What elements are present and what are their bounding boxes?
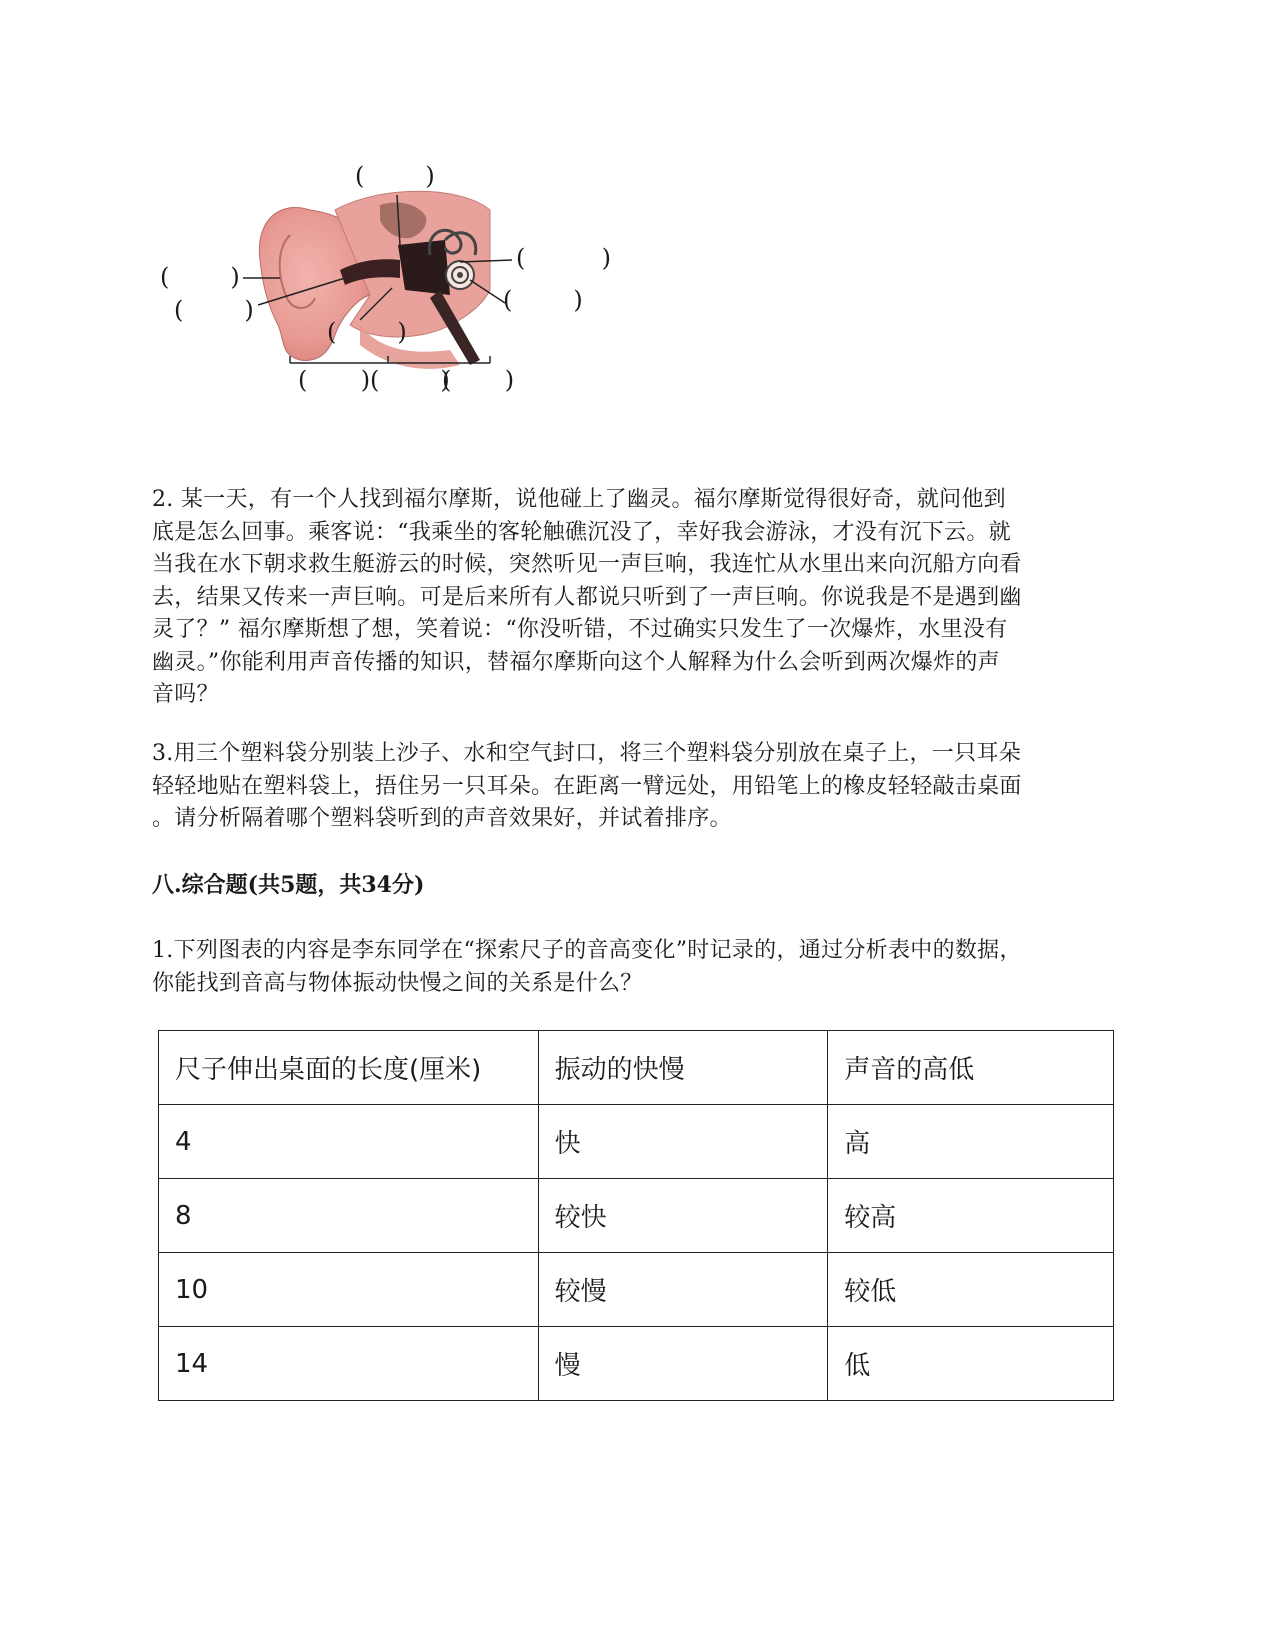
question-2-line: 2. 某一天，有一个人找到福尔摩斯，说他碰上了幽灵。福尔摩斯觉得很好奇，就问他到 xyxy=(152,487,1006,512)
question-2-line: 灵了？” 福尔摩斯想了想，笑着说：“你没听错，不过确实只发生了一次爆炸，水里没有 xyxy=(152,617,1008,642)
blank-top: ( ) xyxy=(355,162,435,190)
ear-diagram xyxy=(160,160,660,420)
blank-bottom-1: ( ) xyxy=(298,366,371,394)
blank-bottom-2: ( ) xyxy=(370,366,450,394)
question-2 xyxy=(152,484,1127,712)
question-2-line: 音吗？ xyxy=(152,682,219,707)
header-pitch: 声音的高低 xyxy=(828,1031,1114,1105)
cell-pitch: 高 xyxy=(828,1105,1114,1179)
table-row xyxy=(159,1179,1114,1253)
header-length: 尺子伸出桌面的长度(厘米) xyxy=(159,1031,539,1105)
question-2-line: 幽灵。”你能利用声音传播的知识，替福尔摩斯向这个人解释为什么会听到两次爆炸的声 xyxy=(152,649,1000,675)
blank-right-1: ( ) xyxy=(516,244,612,272)
ruler-pitch-table xyxy=(158,1030,1114,1401)
header-vibration: 振动的快慢 xyxy=(538,1031,828,1105)
question-2-line: 底是怎么回事。乘客说：“我乘坐的客轮触礁沉没了，幸好我会游泳，才没有沉下云。就 xyxy=(152,519,1011,545)
question-2-line: 当我在水下朝求救生艇游云的时候，突然听见一声巨响，我连忙从水里出来向沉船方向看 xyxy=(152,552,1022,577)
cell-pitch: 较低 xyxy=(828,1253,1114,1327)
cell-length: 14 xyxy=(159,1327,539,1401)
question-2-line: 去，结果又传来一声巨响。可是后来所有人都说只听到了一声巨响。你说我是不是遇到幽 xyxy=(152,584,1022,610)
cell-pitch: 低 xyxy=(828,1327,1114,1401)
question-3-line: 。请分析隔着哪个塑料袋听到的声音效果好，并试着排序。 xyxy=(152,806,732,831)
table-header-row xyxy=(159,1031,1114,1105)
cell-length: 8 xyxy=(159,1179,539,1253)
blank-bottom-3: ( ) xyxy=(442,366,515,394)
section-8-title: 八.综合题(共5题，共34分) xyxy=(152,872,425,898)
blank-middle: ( ) xyxy=(327,318,407,346)
question-3 xyxy=(152,738,1127,836)
cell-vibration: 快 xyxy=(538,1105,828,1179)
cell-length: 4 xyxy=(159,1105,539,1179)
table-row xyxy=(159,1105,1114,1179)
blank-right-2: ( ) xyxy=(503,286,583,314)
cell-length: 10 xyxy=(159,1253,539,1327)
question-8-1-line: 1.下列图表的内容是李东同学在“探索尺子的音高变化”时记录的，通过分析表中的数据， xyxy=(152,938,1022,963)
cell-vibration: 较慢 xyxy=(538,1253,828,1327)
question-3-line: 3.用三个塑料袋分别装上沙子、水和空气封口，将三个塑料袋分别放在桌子上，一只耳朵 xyxy=(152,741,1021,766)
cell-pitch: 较高 xyxy=(828,1179,1114,1253)
table-row xyxy=(159,1253,1114,1327)
question-3-line: 轻轻地贴在塑料袋上，捂住另一只耳朵。在距离一臂远处，用铅笔上的橡皮轻轻敲击桌面 xyxy=(152,773,1022,799)
cell-vibration: 慢 xyxy=(538,1327,828,1401)
blank-left-1: ( ) xyxy=(160,263,240,291)
table-row xyxy=(159,1327,1114,1401)
question-8-1-line: 你能找到音高与物体振动快慢之间的关系是什么？ xyxy=(152,970,643,996)
blank-left-2: ( ) xyxy=(174,296,254,324)
cell-vibration: 较快 xyxy=(538,1179,828,1253)
question-8-1 xyxy=(152,935,1127,1000)
